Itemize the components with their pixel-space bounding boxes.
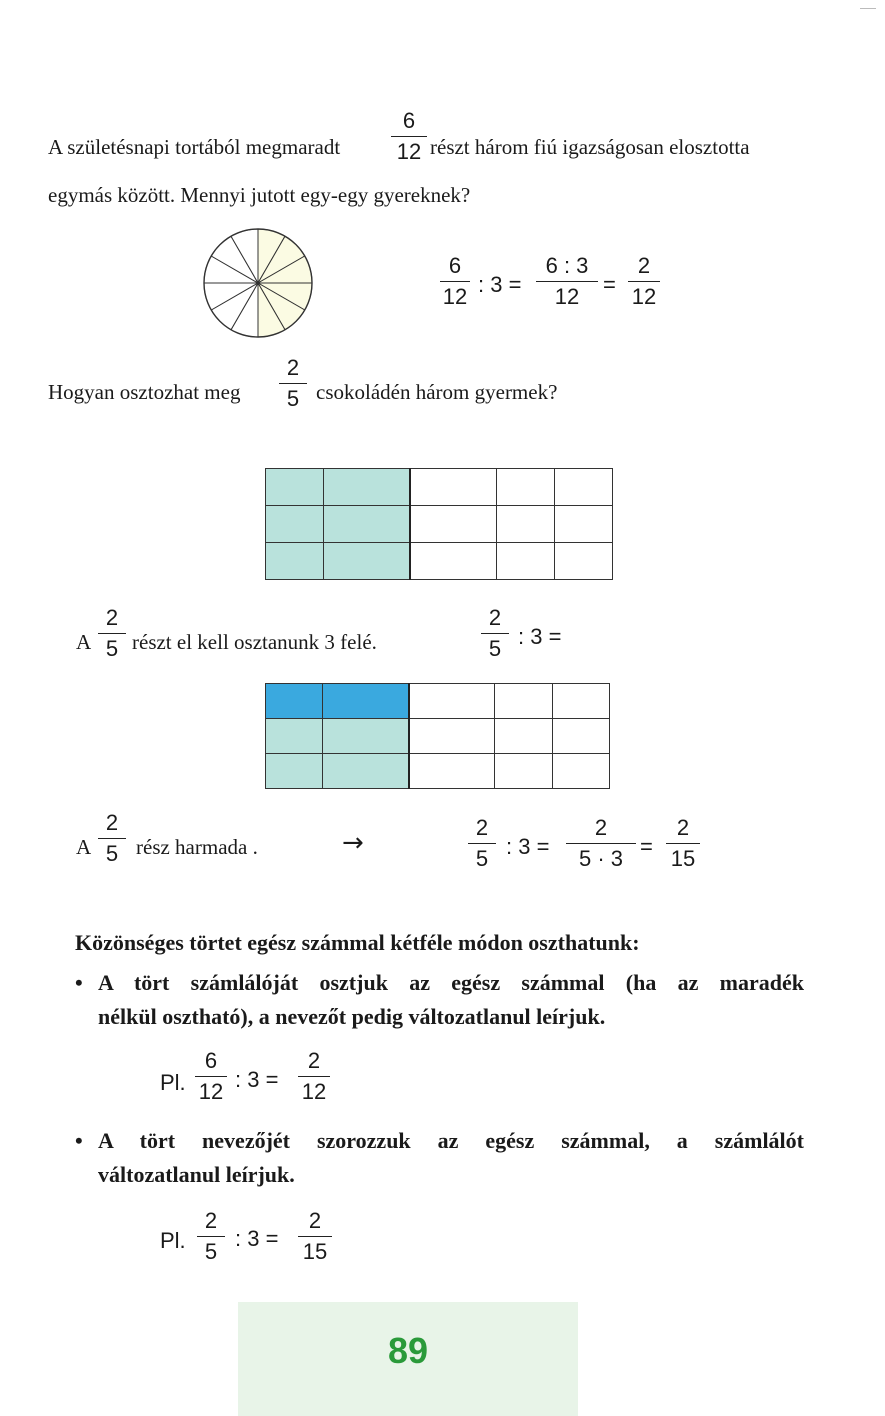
fraction-bar [197,1236,225,1237]
eq-b-f3-den: 15 [670,846,696,871]
grid-cell [266,754,323,789]
grid-cell [266,506,324,543]
eq1-f1-num: 6 [448,253,462,278]
eq1-f2-num: 6 : 3 [545,253,589,278]
example2-div: : 3 = [235,1226,279,1251]
p2-text-after: csokoládén három gyermek? [316,380,558,404]
grid-cell [497,543,555,580]
eq-b-fraction-3 [666,815,700,872]
grid-cell [495,719,552,754]
line-b-prefix: A [76,835,92,859]
fraction-bar [440,281,470,282]
grid-row [266,684,610,719]
grid-cell [266,469,324,506]
example2-fraction-2 [298,1208,332,1265]
page-number-box [238,1302,578,1416]
grid-cell [409,754,495,789]
line-a-den: 5 [105,636,119,661]
p1-fraction-num: 6 [402,108,416,133]
line-a-prefix: A [76,630,92,654]
grid-cell [495,754,552,789]
fraction-bar [468,843,496,844]
grid-cell [323,754,409,789]
p2-fraction-den: 5 [286,386,300,411]
bullet1-line1: A tört számlálóját osztjuk az egész számmal (ha az maradék [98,970,804,995]
bullet-dot: • [75,970,83,995]
top-rule [860,8,876,9]
rules-heading: Közönséges törtet egész számmal kétféle módon oszthatunk: [75,930,640,955]
p1-text-before: A születésnapi tortából megmaradt [48,135,341,159]
ex2-f1-den: 5 [204,1239,218,1264]
eq-b-fraction-2 [566,815,636,872]
grid-cell [410,506,497,543]
grid-cell [323,506,410,543]
grid-cell [323,543,410,580]
ex2-f2-num: 2 [308,1208,322,1233]
line-b-text: rész harmada . [136,835,258,859]
eq-a-den: 5 [488,636,502,661]
grid-cell [495,684,552,719]
grid-cell [266,543,324,580]
grid-cell [410,469,497,506]
example2-fraction-1 [197,1208,225,1265]
fraction-bar [195,1076,227,1077]
bullet-dot: • [75,1128,83,1153]
grid-cell [497,506,555,543]
fraction-bar [279,383,307,384]
p1-text-after: részt három fiú igazságosan elosztotta [430,135,750,159]
grid-cell [410,543,497,580]
eq-b-f1-den: 5 [475,846,489,871]
line-a-num: 2 [105,605,119,630]
chocolate-grid-2 [265,683,610,789]
pie-diagram [200,225,316,341]
eq1-fraction-2 [536,253,598,310]
ex2-f2-den: 15 [302,1239,328,1264]
p1-fraction [391,108,427,165]
grid-cell [266,719,323,754]
grid-cell [552,719,609,754]
fraction-bar [666,843,700,844]
eq-b-div: : 3 = [506,834,550,859]
fraction-bar [298,1236,332,1237]
line-b-fraction [98,810,126,867]
grid-row [266,469,613,506]
eq-a-num: 2 [488,605,502,630]
eq1-f2-den: 12 [554,284,580,309]
fraction-bar [566,843,636,844]
line-a-fraction [98,605,126,662]
line-b-num: 2 [105,810,119,835]
eq1-fraction-3 [628,253,660,310]
grid-cell [266,684,323,719]
example1-div: : 3 = [235,1067,279,1092]
p2-fraction [279,355,307,412]
ex1-f2-den: 12 [301,1079,327,1104]
grid-row [266,754,610,789]
chocolate-grid-1 [265,468,613,580]
bullet2-line2: változatlanul leírjuk. [98,1162,295,1187]
fraction-bar [298,1076,330,1077]
grid-cell [552,684,609,719]
ex2-f1-num: 2 [204,1208,218,1233]
line-b-den: 5 [105,841,119,866]
p2-text-before: Hogyan osztozhat meg [48,380,241,404]
fraction-bar [98,633,126,634]
grid-cell [323,684,409,719]
eq-a-fraction [481,605,509,662]
example1-fraction-2 [298,1048,330,1105]
eq-a-div: : 3 = [518,624,562,649]
example1-fraction-1 [195,1048,227,1105]
grid-cell [555,543,613,580]
grid-cell [555,506,613,543]
eq-b-f2-den: 5 · 3 [578,846,624,871]
fraction-bar [536,281,598,282]
grid-row [266,506,613,543]
grid-cell [323,469,410,506]
page-number: 89 [387,1330,429,1371]
grid-row [266,719,610,754]
eq-b-f3-num: 2 [676,815,690,840]
grid-row [266,543,613,580]
bullet2-line1: A tört nevezőjét szorozzuk az egész számmal, a számlálót [98,1128,804,1153]
grid-cell [552,754,609,789]
arrow-right-icon: → [342,828,364,858]
ex1-f1-den: 12 [198,1079,224,1104]
eq-b-equals: = [640,834,653,859]
fraction-bar [391,136,427,137]
eq-b-f1-num: 2 [475,815,489,840]
grid-cell [409,719,495,754]
line-a-text: részt el kell osztanunk 3 felé. [132,630,377,654]
ex1-f1-num: 6 [204,1048,218,1073]
p1-line2: egymás között. Mennyi jutott egy-egy gyereknek? [48,183,471,207]
eq1-f3-den: 12 [631,284,657,309]
grid-cell [497,469,555,506]
example2-prefix: Pl. [160,1228,186,1253]
eq1-fraction-1 [440,253,470,310]
eq1-f1-den: 12 [442,284,468,309]
fraction-bar [98,838,126,839]
eq1-f3-num: 2 [637,253,651,278]
fraction-bar [628,281,660,282]
fraction-bar [481,633,509,634]
grid-cell [409,684,495,719]
grid-cell [323,719,409,754]
example1-prefix: Pl. [160,1070,186,1095]
grid-cell [555,469,613,506]
eq-b-f2-num: 2 [594,815,608,840]
eq-b-fraction-1 [468,815,496,872]
bullet1-line2: nélkül osztható), a nevezőt pedig változatlanul leírjuk. [98,1004,606,1029]
eq1-div: : 3 = [478,272,522,297]
eq1-equals: = [603,272,616,297]
p1-fraction-den: 12 [396,139,422,164]
ex1-f2-num: 2 [307,1048,321,1073]
p2-fraction-num: 2 [286,355,300,380]
